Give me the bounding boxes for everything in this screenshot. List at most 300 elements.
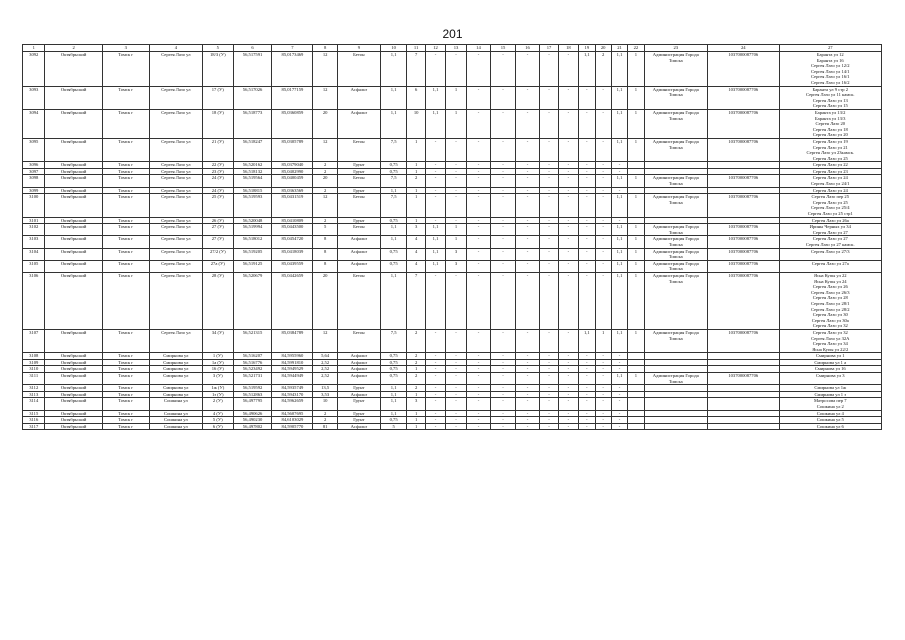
- table-cell: -: [466, 423, 491, 430]
- table-cell: -: [558, 417, 578, 424]
- table-cell: 1,1: [611, 224, 627, 236]
- table-row: [23, 109, 882, 138]
- table-cell: -: [558, 109, 578, 138]
- table-cell: Томск г: [102, 329, 149, 352]
- table-cell: -: [446, 194, 466, 217]
- column-number-3: 3: [102, 45, 149, 52]
- table-cell: Асфальт: [337, 86, 380, 109]
- table-cell: -: [466, 175, 491, 187]
- table-cell: -: [466, 236, 491, 248]
- address-line: Сергея Лазо ул 26а: [811, 217, 849, 223]
- table-cell: 1: [446, 86, 466, 109]
- table-cell: 1,1: [579, 52, 595, 87]
- table-cell: [644, 423, 707, 430]
- table-cell: [644, 162, 707, 169]
- table-cell: -: [425, 417, 445, 424]
- table-cell: 2: [407, 175, 425, 187]
- table-cell: -: [558, 248, 578, 260]
- table-cell: -: [558, 194, 578, 217]
- table-cell: -: [579, 224, 595, 236]
- table-cell: -: [595, 359, 611, 366]
- table-cell: Грунт: [337, 217, 380, 224]
- table-cell: -: [425, 385, 445, 392]
- table-cell: -: [611, 410, 627, 417]
- address-list-cell: [779, 187, 881, 194]
- table-cell: -: [425, 187, 445, 194]
- table-cell: 1,1: [425, 260, 445, 272]
- table-cell: 4: [407, 248, 425, 260]
- table-cell: -: [491, 248, 516, 260]
- table-cell: -: [595, 187, 611, 194]
- table-cell: Бетон: [337, 224, 380, 236]
- table-cell: [644, 417, 707, 424]
- table-cell: 1,1: [611, 194, 627, 217]
- table-cell: 3103: [23, 236, 45, 248]
- table-cell: 12: [313, 86, 338, 109]
- table-row: [23, 224, 882, 236]
- table-cell: -: [558, 272, 578, 329]
- table-row: [23, 359, 882, 366]
- table-cell: 3112: [23, 385, 45, 392]
- table-cell: 18 (У): [202, 109, 233, 138]
- table-cell: 2: [313, 410, 338, 417]
- address-list-cell: [779, 224, 881, 236]
- table-cell: 7,5: [380, 138, 407, 161]
- table-cell: 7: [407, 52, 425, 87]
- address-line: Сергея Лазо ул 20: [812, 132, 848, 138]
- table-cell: Октябрьский: [45, 194, 102, 217]
- table-cell: Томск г: [102, 52, 149, 87]
- table-cell: -: [446, 373, 466, 385]
- table-cell: Томск г: [102, 224, 149, 236]
- table-row: [23, 391, 882, 398]
- table-cell: -: [446, 217, 466, 224]
- table-cell: -: [446, 187, 466, 194]
- address-line: Смирнова ул 16: [814, 366, 846, 372]
- table-cell: -: [540, 410, 558, 417]
- address-line: Смирнова ул 1 а: [814, 359, 847, 365]
- table-cell: Смирнова ул: [149, 359, 202, 366]
- table-cell: 1,1: [380, 187, 407, 194]
- table-cell: Администрация Города Томска: [644, 329, 707, 352]
- address-line: Сергея Лазо ул 28/1: [810, 300, 850, 306]
- table-cell: -: [595, 398, 611, 410]
- column-number-9: 9: [337, 45, 380, 52]
- table-cell: -: [466, 194, 491, 217]
- table-cell: -: [491, 138, 516, 161]
- table-cell: 3093: [23, 86, 45, 109]
- address-line: Сергея Лазо ул 11 камск.: [805, 92, 855, 98]
- table-cell: -: [491, 272, 516, 329]
- table-cell: 1: [407, 138, 425, 161]
- table-cell: 1: [628, 224, 644, 236]
- address-line: Сергея Лазо пер 25: [811, 194, 850, 200]
- table-cell: Октябрьский: [45, 410, 102, 417]
- table-cell: -: [515, 272, 540, 329]
- table-cell: -: [515, 52, 540, 87]
- table-cell: Администрация Города Томска: [644, 272, 707, 329]
- table-cell: 84,5943170: [272, 391, 313, 398]
- table-cell: -: [491, 373, 516, 385]
- address-line: Баранта ул 13/3: [815, 115, 846, 121]
- column-number-21: 21: [611, 45, 627, 52]
- table-cell: Грунт: [337, 410, 380, 417]
- table-cell: [628, 353, 644, 360]
- address-list-cell: [779, 109, 881, 138]
- table-cell: 85,0402990: [272, 168, 313, 175]
- table-cell: Томск г: [102, 417, 149, 424]
- table-cell: 3: [446, 260, 466, 272]
- table-cell: -: [579, 138, 595, 161]
- table-cell: 1,1: [425, 86, 445, 109]
- table-cell: 3117: [23, 423, 45, 430]
- table-cell: -: [466, 138, 491, 161]
- table-cell: 56,519205: [233, 248, 272, 260]
- table-cell: -: [540, 391, 558, 398]
- table-cell: 1: [628, 194, 644, 217]
- table-cell: 56,518815: [233, 187, 272, 194]
- table-cell: 22 (У): [202, 162, 233, 169]
- table-cell: 3094: [23, 109, 45, 138]
- table-cell: 4 (У): [202, 410, 233, 417]
- table-cell: 56,520162: [233, 162, 272, 169]
- table-cell: 1,1: [611, 260, 627, 272]
- table-cell: 1,1: [380, 272, 407, 329]
- table-cell: -: [540, 187, 558, 194]
- address-line: Сергея Лазо ул 30а: [811, 317, 849, 323]
- table-cell: -: [540, 248, 558, 260]
- table-cell: [644, 410, 707, 417]
- table-cell: 0,75: [380, 359, 407, 366]
- table-cell: -: [579, 385, 595, 392]
- table-cell: Томск г: [102, 162, 149, 169]
- table-cell: 1: [407, 168, 425, 175]
- table-cell: Октябрьский: [45, 385, 102, 392]
- table-cell: 5: [313, 224, 338, 236]
- table-cell: 1: [407, 417, 425, 424]
- table-cell: 7,5: [380, 175, 407, 187]
- table-cell: -: [446, 175, 466, 187]
- table-cell: Октябрьский: [45, 236, 102, 248]
- table-cell: Грунт: [337, 168, 380, 175]
- address-line: Сошкина ул 4: [816, 410, 844, 416]
- table-cell: [707, 391, 779, 398]
- table-row: [23, 187, 882, 194]
- table-cell: 3106: [23, 272, 45, 329]
- table-cell: -: [558, 236, 578, 248]
- table-cell: Томск г: [102, 398, 149, 410]
- table-cell: 2: [313, 162, 338, 169]
- column-number-12: 12: [425, 45, 445, 52]
- table-cell: 84,5607695: [272, 410, 313, 417]
- address-line: Сергея Лазо ул 27: [812, 236, 848, 242]
- table-cell: Октябрьский: [45, 423, 102, 430]
- table-cell: -: [491, 168, 516, 175]
- table-cell: 1з (У): [202, 391, 233, 398]
- table-cell: 1,1: [380, 410, 407, 417]
- table-cell: -: [558, 353, 578, 360]
- table-cell: 56,518773: [233, 109, 272, 138]
- table-cell: -: [611, 162, 627, 169]
- table-cell: 56,518247: [233, 138, 272, 161]
- table-cell: Октябрьский: [45, 353, 102, 360]
- table-cell: -: [579, 423, 595, 430]
- table-cell: -: [515, 194, 540, 217]
- table-cell: -: [446, 353, 466, 360]
- table-cell: Томск г: [102, 423, 149, 430]
- table-cell: Октябрьский: [45, 398, 102, 410]
- table-cell: -: [446, 423, 466, 430]
- table-cell: 2: [407, 359, 425, 366]
- table-cell: -: [595, 224, 611, 236]
- table-cell: 1: [628, 272, 644, 329]
- table-cell: Асфальт: [337, 359, 380, 366]
- table-cell: [644, 217, 707, 224]
- table-cell: Администрация Города Томска: [644, 373, 707, 385]
- table-cell: 1: [628, 329, 644, 352]
- table-cell: -: [466, 329, 491, 352]
- table-cell: -: [558, 260, 578, 272]
- table-cell: [707, 187, 779, 194]
- table-cell: Томск г: [102, 359, 149, 366]
- table-cell: 7: [407, 272, 425, 329]
- column-number-6: 6: [233, 45, 272, 52]
- table-cell: 16 (У): [202, 366, 233, 373]
- address-line: Сергея Лазо ул 32А: [811, 335, 850, 341]
- table-cell: 56,519564: [233, 175, 272, 187]
- table-cell: 2: [313, 217, 338, 224]
- table-cell: [628, 168, 644, 175]
- table-cell: -: [446, 138, 466, 161]
- table-cell: [707, 366, 779, 373]
- table-row: [23, 162, 882, 169]
- table-cell: 85,0363569: [272, 187, 313, 194]
- table-cell: Октябрьский: [45, 329, 102, 352]
- table-cell: 0,75: [380, 417, 407, 424]
- table-cell: [707, 168, 779, 175]
- table-cell: 3100: [23, 194, 45, 217]
- table-cell: -: [491, 359, 516, 366]
- table-cell: 1,1: [380, 385, 407, 392]
- table-cell: 1037000087706: [707, 236, 779, 248]
- address-line: Матросова пер 7: [813, 398, 847, 404]
- table-cell: Сергея Лазо ул: [149, 194, 202, 217]
- table-cell: -: [491, 385, 516, 392]
- table-cell: 1037000087706: [707, 224, 779, 236]
- table-cell: -: [425, 423, 445, 430]
- table-cell: 6: [407, 86, 425, 109]
- table-cell: -: [515, 391, 540, 398]
- table-cell: [707, 410, 779, 417]
- table-row: [23, 366, 882, 373]
- table-cell: -: [595, 385, 611, 392]
- table-cell: 2,52: [313, 366, 338, 373]
- table-cell: 85,0439559: [272, 260, 313, 272]
- table-cell: -: [466, 52, 491, 87]
- address-line: Смирнова ул 1 з: [814, 391, 847, 397]
- table-cell: 85,0384789: [272, 329, 313, 352]
- table-row: [23, 248, 882, 260]
- table-cell: 85,0379040: [272, 162, 313, 169]
- address-line: Сергея Лазо ул 16/2: [810, 79, 850, 85]
- table-cell: 3114: [23, 398, 45, 410]
- table-cell: -: [540, 260, 558, 272]
- table-cell: 56,521731: [233, 373, 272, 385]
- table-cell: -: [579, 410, 595, 417]
- address-list-cell: [779, 236, 881, 248]
- address-line: Ирины Черных ул 34: [809, 224, 851, 230]
- table-cell: -: [611, 423, 627, 430]
- table-cell: -: [558, 187, 578, 194]
- table-cell: [707, 385, 779, 392]
- table-cell: Томск г: [102, 168, 149, 175]
- table-cell: Администрация Города Томска: [644, 248, 707, 260]
- table-cell: 12: [313, 194, 338, 217]
- address-line: Сошкина ул 2: [816, 404, 844, 410]
- address-line: Сергея Лазо ул 14/1: [810, 68, 850, 74]
- table-cell: 20: [313, 272, 338, 329]
- table-cell: -: [515, 248, 540, 260]
- table-cell: Октябрьский: [45, 86, 102, 109]
- column-number-5: 5: [202, 45, 233, 52]
- table-cell: -: [466, 109, 491, 138]
- table-cell: -: [595, 248, 611, 260]
- table-cell: 1037000087706: [707, 272, 779, 329]
- table-cell: 1037000087706: [707, 52, 779, 87]
- table-cell: -: [540, 52, 558, 87]
- table-cell: Администрация Города Томска: [644, 138, 707, 161]
- table-cell: -: [466, 168, 491, 175]
- table-cell: 1037000087706: [707, 138, 779, 161]
- table-cell: 85,0431519: [272, 194, 313, 217]
- table-cell: -: [446, 417, 466, 424]
- address-line: Сергея Лазо ул 27 камск.: [805, 242, 855, 247]
- table-cell: Октябрьский: [45, 52, 102, 87]
- table-cell: 1: [407, 423, 425, 430]
- table-cell: 3097: [23, 168, 45, 175]
- table-cell: 7,5: [380, 194, 407, 217]
- table-cell: Октябрьский: [45, 168, 102, 175]
- table-cell: -: [466, 260, 491, 272]
- table-cell: -: [425, 138, 445, 161]
- address-line: Сергея Лазо ул 25 стр1: [807, 211, 853, 217]
- table-cell: 8: [313, 236, 338, 248]
- table-cell: [707, 217, 779, 224]
- table-cell: [644, 359, 707, 366]
- table-cell: Сергея Лазо ул: [149, 109, 202, 138]
- address-list-cell: [779, 248, 881, 260]
- table-cell: 85,0400459: [272, 175, 313, 187]
- table-cell: 24 (У): [202, 187, 233, 194]
- table-cell: -: [466, 272, 491, 329]
- table-cell: Октябрьский: [45, 162, 102, 169]
- table-row: [23, 398, 882, 410]
- table-cell: 84,5905770: [272, 423, 313, 430]
- table-cell: -: [425, 359, 445, 366]
- table-cell: 0,75: [380, 373, 407, 385]
- table-cell: 2: [313, 417, 338, 424]
- address-line: Сергея Лазо ул 25: [812, 199, 848, 205]
- table-cell: -: [540, 86, 558, 109]
- table-cell: Томск г: [102, 217, 149, 224]
- address-line: Сергея Лазо ул 32: [812, 323, 848, 329]
- table-cell: 56,520048: [233, 217, 272, 224]
- table-cell: 1: [407, 366, 425, 373]
- table-cell: Смирнова ул: [149, 366, 202, 373]
- address-line: Сергея Лазо ул 30: [812, 312, 848, 318]
- address-line: Сергея Лазо ул 22: [812, 162, 848, 168]
- table-cell: 4: [407, 260, 425, 272]
- address-line: Сергея Лазо ул 28/2: [810, 306, 850, 312]
- table-cell: 56,518132: [233, 168, 272, 175]
- column-number-23: 23: [644, 45, 707, 52]
- table-cell: -: [515, 410, 540, 417]
- table-cell: -: [540, 359, 558, 366]
- table-cell: 56,517591: [233, 52, 272, 87]
- table-cell: -: [579, 86, 595, 109]
- table-cell: 3 (У): [202, 373, 233, 385]
- table-cell: Администрация Города Томска: [644, 260, 707, 272]
- table-cell: 84,5935749: [272, 385, 313, 392]
- table-cell: 0,75: [380, 353, 407, 360]
- table-cell: 1037000087706: [707, 86, 779, 109]
- table-cell: 1: [628, 260, 644, 272]
- address-line: Сергея Лазо ул 27а: [811, 260, 849, 266]
- address-list-cell: [779, 353, 881, 360]
- table-cell: -: [425, 52, 445, 87]
- table-cell: 3099: [23, 187, 45, 194]
- column-number-17: 17: [540, 45, 558, 52]
- column-number-19: 19: [579, 45, 595, 52]
- table-cell: 20: [313, 109, 338, 138]
- table-cell: -: [579, 162, 595, 169]
- table-cell: -: [466, 86, 491, 109]
- table-cell: -: [540, 366, 558, 373]
- table-cell: Октябрьский: [45, 138, 102, 161]
- table-cell: -: [579, 417, 595, 424]
- column-number-20: 20: [595, 45, 611, 52]
- table-cell: 0,75: [380, 366, 407, 373]
- table-cell: 56,497795: [233, 398, 272, 410]
- table-cell: -: [579, 359, 595, 366]
- table-cell: [628, 391, 644, 398]
- table-cell: Томск г: [102, 187, 149, 194]
- table-cell: [628, 162, 644, 169]
- address-list-cell: [779, 175, 881, 187]
- table-row: [23, 423, 882, 430]
- table-cell: -: [611, 417, 627, 424]
- table-cell: [707, 359, 779, 366]
- table-cell: 1 (У): [202, 353, 233, 360]
- table-cell: 2: [407, 385, 425, 392]
- table-cell: 84,5991810: [272, 359, 313, 366]
- address-line: Сергея Лазо ул 19: [812, 138, 848, 144]
- table-cell: 3102: [23, 224, 45, 236]
- table-cell: -: [579, 194, 595, 217]
- table-cell: -: [579, 217, 595, 224]
- table-cell: -: [540, 423, 558, 430]
- table-cell: -: [425, 391, 445, 398]
- table-cell: 24 (У): [202, 175, 233, 187]
- table-cell: -: [425, 366, 445, 373]
- table-cell: -: [540, 175, 558, 187]
- table-cell: -: [595, 272, 611, 329]
- table-cell: 1,1: [579, 329, 595, 352]
- table-cell: -: [558, 410, 578, 417]
- table-cell: Томск г: [102, 175, 149, 187]
- table-cell: -: [540, 224, 558, 236]
- address-line: Баранта ул 12: [816, 52, 844, 57]
